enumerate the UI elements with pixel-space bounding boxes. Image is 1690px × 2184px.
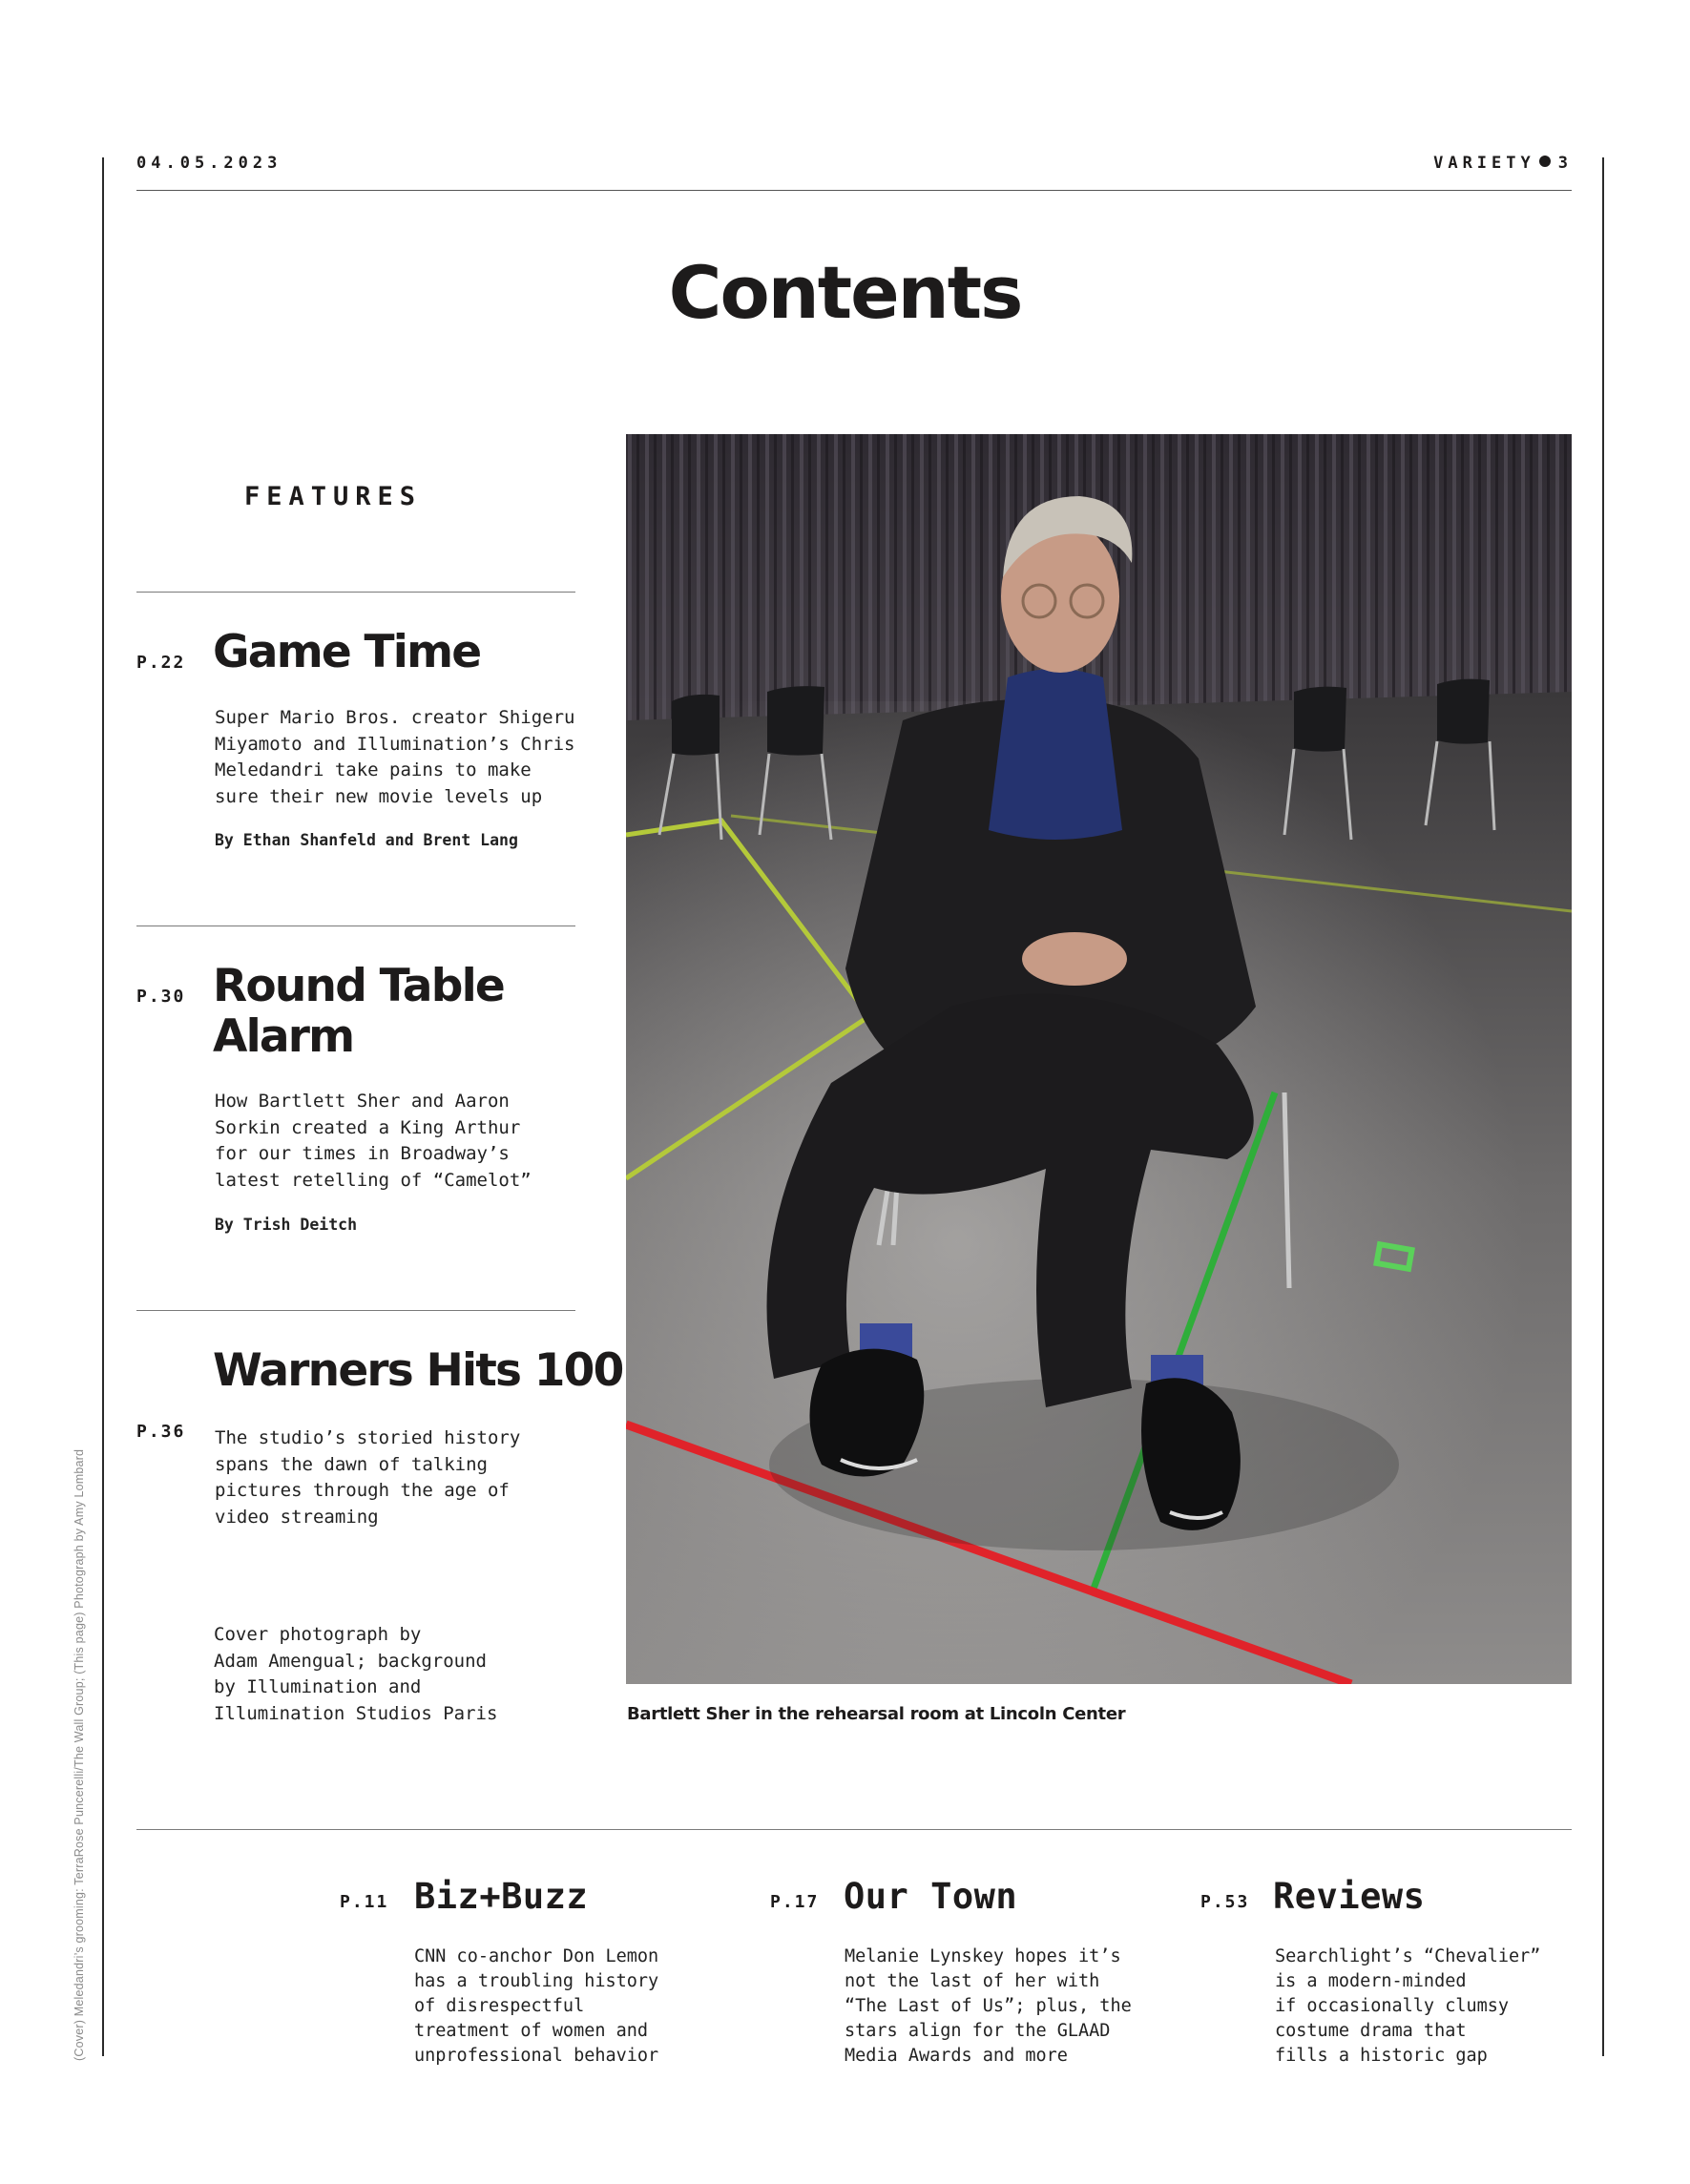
feature-byline: By Trish Deitch [215,1216,358,1234]
description-line: spans the dawn of talking [215,1453,488,1475]
folio-page-number: 3 [1557,154,1573,173]
description-line: Searchlight’s “Chevalier” [1275,1946,1541,1966]
section-page-number: P.17 [770,1892,820,1912]
description-line: How Bartlett Sher and Aaron [215,1091,510,1112]
cover-credit-line: by Illumination and [214,1676,422,1697]
feature-page-number: P.30 [136,987,186,1007]
description-line: fills a historic gap [1275,2046,1488,2066]
right-margin-rule [1602,157,1604,2056]
feature-title[interactable] [213,961,504,1062]
feature-title-line: Round Table [213,960,504,1012]
description-line: The studio’s storied history [215,1427,521,1448]
cover-credit-line: Illumination Studios Paris [214,1702,498,1724]
section-title[interactable]: Our Town [844,1876,1018,1917]
photo-credit-vertical: (Cover) Meledandri’s grooming: TerraRose Puncerelli/The Wall Group; (This page) Photograph by Amy Lombard [73,1448,86,2061]
feature-description [215,1089,532,1194]
description-line: Miyamoto and Illumination’s Chris [215,733,575,755]
header-rule [136,190,1572,191]
feature-photo [626,434,1572,1684]
description-line: video streaming [215,1506,379,1528]
description-line: CNN co-anchor Don Lemon [414,1946,659,1966]
description-line: Media Awards and more [845,2046,1068,2066]
left-margin-rule [102,157,104,2056]
issue-date: 04.05.2023 [136,154,282,173]
description-line: treatment of women and [414,2021,649,2041]
page-title: Contents [668,250,1022,335]
description-line: of disrespectful [414,1996,585,2016]
description-line: for our times in Broadway’s [215,1143,510,1164]
feature-page-number: P.22 [136,653,186,673]
bullet-dot-icon [1539,156,1551,167]
description-line: Meledandri take pains to make [215,759,532,780]
section-title[interactable]: Biz+Buzz [414,1876,589,1917]
description-line: Sorkin created a King Arthur [215,1116,521,1138]
feature-title[interactable] [213,627,480,677]
description-line: costume drama that [1275,2021,1467,2041]
description-line: not the last of her with [845,1971,1100,1991]
description-line: sure their new movie levels up [215,785,543,807]
description-line: pictures through the age of [215,1480,510,1501]
section-title[interactable]: Reviews [1273,1876,1426,1917]
description-line: stars align for the GLAAD [845,2021,1111,2041]
feature-page-number: P.36 [136,1422,186,1442]
feature-title-line: Alarm [213,1010,354,1063]
section-page-number: P.11 [340,1892,389,1912]
feature-title[interactable] [213,1345,622,1396]
feature-divider [136,1310,575,1311]
features-label: FEATURES [244,482,423,511]
description-line: if occasionally clumsy [1275,1996,1510,2016]
description-line: has a troubling history [414,1971,659,1991]
description-line: latest retelling of “Camelot” [215,1169,532,1191]
description-line: Melanie Lynskey hopes it’s [845,1946,1121,1966]
cover-credit [214,1622,497,1727]
feature-description [215,705,575,810]
description-line: “The Last of Us”; plus, the [845,1996,1132,2016]
feature-title-line: Game Time [213,626,481,678]
description-line: is a modern-minded [1275,1971,1467,1991]
section-description [414,1945,658,2069]
feature-divider [136,592,575,593]
feature-byline: By Ethan Shanfeld and Brent Lang [215,831,518,849]
description-line: unprofessional behavior [414,2046,659,2066]
sections-divider [136,1829,1572,1830]
cover-credit-line: Adam Amengual; background [214,1650,487,1672]
feature-title-line: Warners Hits 100 [213,1344,623,1397]
description-line: Super Mario Bros. creator Shigeru [215,707,575,728]
section-description [1275,1945,1540,2069]
section-description [845,1945,1132,2069]
cover-credit-line: Cover photograph by [214,1624,422,1645]
section-page-number: P.53 [1200,1892,1250,1912]
feature-description [215,1425,520,1530]
page-folio [1433,154,1573,173]
photo-caption: Bartlett Sher in the rehearsal room at Lincoln Center [627,1704,1126,1724]
publication-name: VARIETY [1433,154,1535,173]
